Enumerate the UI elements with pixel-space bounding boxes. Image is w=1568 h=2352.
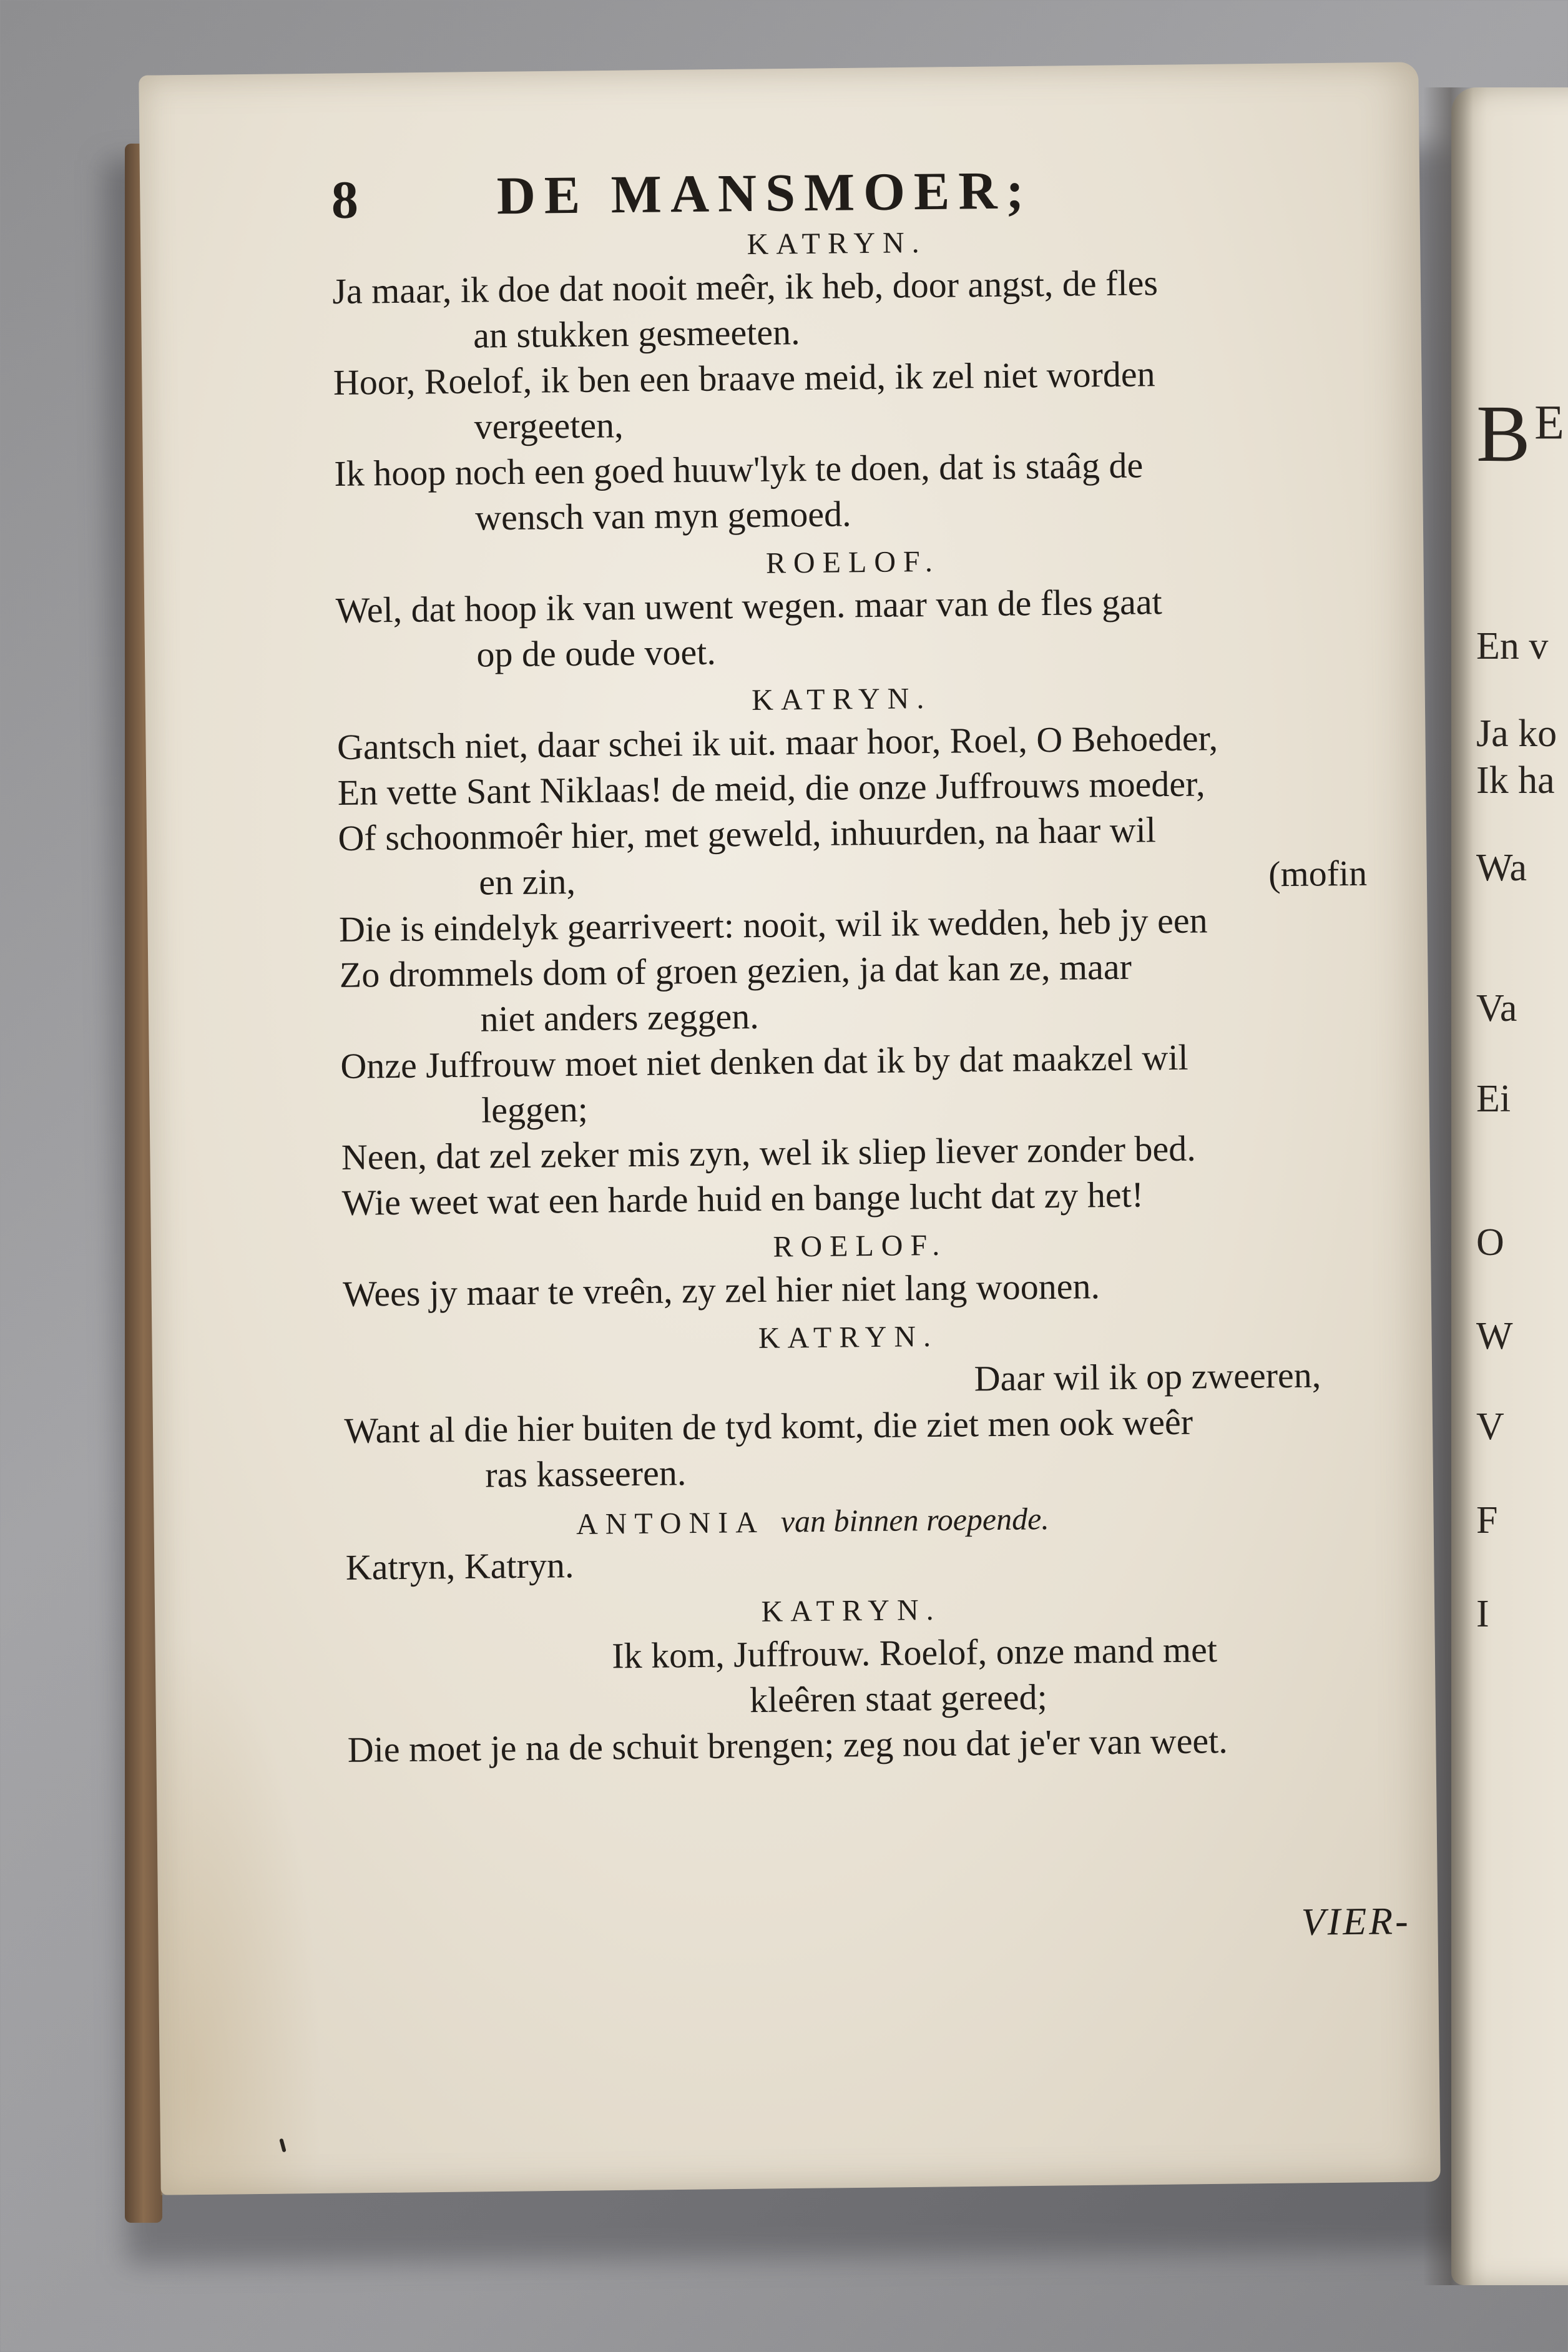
- page-number: 8: [331, 169, 359, 230]
- speaker-name: KATRYN.: [758, 1319, 939, 1355]
- stage-direction: [576, 1500, 1049, 1542]
- verse-line: Wees jy maar te vreên, zy zel hier niet lang woonen.: [342, 1266, 1100, 1314]
- verse-line: niet anders zeggen.: [480, 995, 759, 1040]
- verse-line: an stukken gesmeeten.: [473, 312, 800, 356]
- verse-line: Daar wil ik op zweeren,: [974, 1354, 1321, 1399]
- facing-page-fragment: Ei: [1476, 1078, 1511, 1120]
- facing-page-fragment: V: [1476, 1405, 1504, 1448]
- verse-line: en zin,: [478, 860, 576, 903]
- verse-line: Wel, dat hoop ik van uwent wegen. maar van de fles gaat: [335, 581, 1163, 631]
- running-title: DE MANSMOER;: [496, 160, 1033, 226]
- verse-line: Katryn, Katryn.: [345, 1545, 574, 1588]
- verse-line: Ik hoop noch een goed huuw'lyk te doen, dat is staâg de: [334, 445, 1144, 494]
- facing-page-fragment: I: [1476, 1593, 1489, 1635]
- verse-line: wensch van myn gemoed.: [474, 493, 851, 538]
- facing-page-fragment: O: [1476, 1221, 1504, 1264]
- stage-direction-speaker: ANTONIA: [576, 1505, 765, 1542]
- verse-line: leggen;: [481, 1088, 589, 1131]
- verse-line: En vette Sant Niklaas! de meid, die onze Juffrouws moeder,: [337, 763, 1205, 813]
- speaker-name: KATRYN.: [747, 226, 927, 262]
- verse-line: ras kasseeren.: [484, 1452, 687, 1495]
- verse-line: Wie weet wat een harde huid en bange lucht dat zy het!: [341, 1174, 1144, 1223]
- facing-page-fragment: Wa: [1476, 847, 1527, 889]
- verse-line: Of schoonmoêr hier, met geweld, inhuurden, na haar wil: [338, 809, 1157, 859]
- speaker-name: ROELOF.: [765, 544, 941, 580]
- verse-line: Hoor, Roelof, ik ben een braave meid, ik zel niet worden: [333, 353, 1155, 403]
- speaker-name: KATRYN.: [751, 681, 932, 717]
- verse-line: Zo drommels dom of groen gezien, ja dat kan ze, maar: [339, 946, 1132, 995]
- facing-page-fragment: Bᴱ: [1476, 389, 1568, 479]
- facing-page-fragment: En v: [1476, 625, 1549, 667]
- verse-line: op de oude voet.: [476, 631, 717, 675]
- facing-page-fragment: W: [1476, 1315, 1513, 1357]
- facing-page-fragment: Ja ko: [1476, 712, 1557, 755]
- facing-page-fragment: Va: [1476, 987, 1517, 1030]
- verse-line: Neen, dat zel zeker mis zyn, wel ik sliep liever zonder bed.: [341, 1128, 1197, 1178]
- catchword: VIER-: [1301, 1900, 1411, 1944]
- facing-page-fragment: F: [1476, 1499, 1498, 1542]
- overflow-word: (mofin: [1268, 852, 1368, 895]
- verse-line: Ja maar, ik doe dat nooit meêr, ik heb, door angst, de fles: [332, 262, 1159, 312]
- verse-line: Want al die hier buiten de tyd komt, die ziet men ook weêr: [344, 1401, 1193, 1451]
- stage-direction-text: van binnen roepende.: [780, 1501, 1050, 1539]
- verse-line: kleêren staat gereed;: [749, 1676, 1047, 1721]
- verse-line: Die moet je na de schuit brengen; zeg nou dat je'er van weet.: [347, 1720, 1228, 1770]
- facing-page-fragment: Ik ha: [1476, 759, 1555, 802]
- verse-line: Onze Juffrouw moet niet denken dat ik by dat maakzel wil: [340, 1036, 1188, 1086]
- speaker-name: ROELOF.: [773, 1228, 948, 1264]
- verse-line: vergeeten,: [474, 405, 624, 447]
- verse-line: Die is eindelyk gearriveert: nooit, wil ik wedden, heb jy een: [338, 900, 1208, 950]
- verse-line: Ik kom, Juffrouw. Roelof, onze mand met: [611, 1629, 1218, 1676]
- verse-line: Gantsch niet, daar schei ik uit. maar hoor, Roel, O Behoeder,: [336, 717, 1218, 767]
- speaker-name: KATRYN.: [761, 1593, 941, 1628]
